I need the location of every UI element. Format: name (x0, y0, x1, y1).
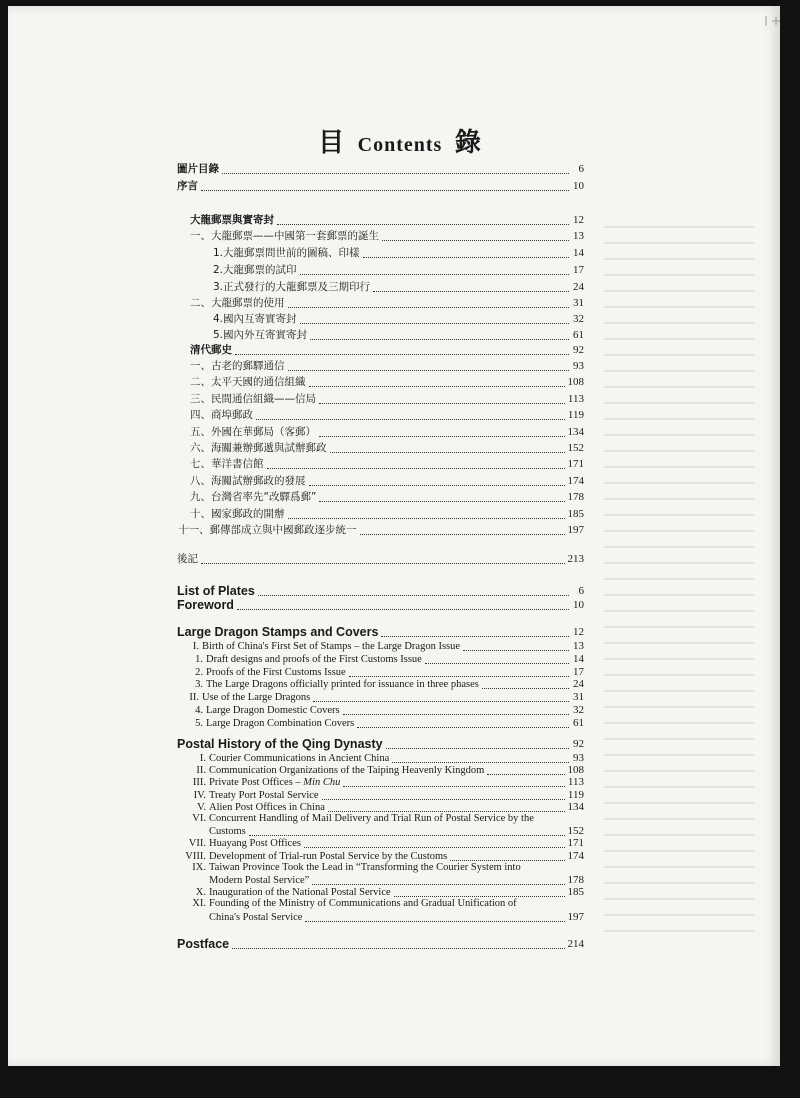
leader-dots (357, 718, 569, 728)
toc-page-number: 6 (578, 163, 584, 175)
toc-entry-first-line (172, 898, 517, 910)
toc-entry-text: Communication Organizations of the Taiping Heavenly Kingdom (209, 765, 485, 777)
leader-dots (310, 330, 569, 340)
toc-entry-label (172, 837, 301, 850)
toc-en-part-heading (177, 738, 584, 751)
leader-dots (450, 851, 564, 861)
leader-dots (267, 459, 565, 469)
toc-entry-text: Courier Communications in Ancient China (209, 753, 390, 764)
toc-zh-part-heading (190, 214, 584, 227)
toc-page-number: 113 (567, 776, 584, 789)
toc-page-number: 61 (573, 329, 584, 341)
toc-entry-label (177, 553, 198, 566)
toc-entry-label (209, 825, 246, 838)
toc-entry-label (190, 475, 306, 488)
toc-page-number: 24 (573, 678, 584, 691)
toc-page-number: 24 (573, 281, 584, 293)
toc-entry-italic: Min Chu (303, 777, 341, 789)
toc-entry-text: 大龍郵票與實寄封 (190, 214, 274, 226)
toc-page-number: 31 (573, 691, 584, 704)
leader-dots (463, 641, 569, 651)
leader-dots (373, 282, 569, 292)
toc-zh-entry (213, 264, 584, 277)
toc-entry-number: VI. (192, 813, 206, 824)
leader-dots (288, 361, 570, 371)
toc-en-entry (172, 886, 584, 899)
leader-dots (300, 265, 569, 275)
toc-entry-text: Foreword (177, 598, 234, 612)
toc-en-entry (172, 789, 584, 802)
toc-zh-entry (190, 297, 584, 310)
toc-zh-entry (213, 313, 584, 326)
toc-entry-text: Development of Trial-run Postal Service by the Customs (209, 850, 448, 862)
leader-dots (222, 164, 569, 174)
toc-entry-label (172, 764, 484, 777)
toc-entry-text: 3.正式發行的大龍郵票及三期印行 (213, 281, 371, 293)
title-zh-right: 錄 (454, 128, 482, 158)
toc-en-entry (172, 752, 584, 765)
toc-entry-text: Alien Post Offices in China (209, 801, 325, 813)
leader-dots (305, 912, 564, 922)
toc-entry-label (213, 329, 307, 342)
leader-dots (309, 377, 565, 387)
toc-entry-label (177, 626, 378, 639)
toc-entry-number: IX. (192, 861, 206, 873)
toc-entry-number: II. (196, 765, 206, 777)
toc-entry-label (178, 524, 357, 537)
toc-page-number: 197 (567, 910, 584, 923)
toc-entry-label (190, 442, 327, 455)
leader-dots (363, 248, 569, 258)
leader-dots (201, 554, 565, 564)
toc-en-front-entry (177, 599, 584, 612)
toc-page-number: 214 (567, 938, 584, 950)
toc-entry-label (177, 163, 219, 176)
toc-entry-first-line (172, 813, 534, 825)
toc-entry-text: 2.大龍郵票的試印 (213, 264, 297, 276)
toc-entry-label (190, 426, 316, 439)
leader-dots (482, 679, 569, 689)
toc-entry-number: I. (199, 753, 206, 764)
toc-zh-entry (178, 524, 584, 537)
title-en: Contents (357, 134, 443, 156)
toc-zh-entry (213, 329, 584, 342)
toc-page-number: 108 (567, 764, 584, 777)
toc-entry-label (213, 247, 360, 260)
toc-page-number: 197 (567, 524, 584, 536)
toc-entry-number: VIII. (185, 850, 206, 862)
toc-zh-entry (190, 409, 584, 422)
toc-entry-text: Draft designs and proofs of the First Customs Issue (206, 653, 422, 665)
toc-page-number: 185 (567, 886, 584, 899)
toc-entry-number: III. (192, 777, 206, 789)
toc-page-number: 93 (573, 752, 584, 764)
toc-zh-entry (190, 491, 584, 504)
toc-entry-label (177, 585, 255, 598)
toc-entry-text: 二、大龍郵票的使用 (190, 297, 285, 309)
show-through-shadow (604, 226, 754, 946)
toc-entry-number: 4. (195, 705, 203, 716)
leader-dots (360, 525, 565, 535)
toc-page-number: 178 (567, 491, 584, 504)
toc-zh-entry (190, 426, 584, 439)
toc-entry-text: Postface (177, 937, 230, 951)
toc-entry-label (193, 653, 422, 666)
toc-page-number: 17 (573, 665, 584, 678)
leader-dots (201, 181, 569, 191)
toc-entry-text: Founding of the Ministry of Communications and Gradual Unification of (209, 898, 517, 910)
toc-entry-label (190, 230, 379, 243)
toc-entry-label (190, 409, 253, 422)
toc-entry-label (190, 214, 274, 227)
toc-entry-text: China's Postal Service (209, 911, 303, 923)
toc-entry-label (172, 886, 391, 899)
toc-en-front-entry (177, 585, 584, 598)
toc-page-number: 213 (567, 553, 584, 565)
toc-entry-number: I. (192, 641, 199, 652)
toc-entry-label (172, 752, 389, 765)
toc-zh-entry (190, 442, 584, 455)
toc-page-number: 185 (567, 507, 584, 520)
toc-entry-label (193, 666, 346, 679)
toc-page-number: 14 (573, 652, 584, 665)
toc-entry-text: 二、太平天國的通信組織 (190, 376, 306, 389)
leader-dots (425, 654, 569, 664)
toc-entry-number: IV. (193, 789, 206, 801)
toc-en-entry (193, 717, 584, 730)
toc-page-number: 14 (573, 247, 584, 259)
toc-page-number: 32 (573, 313, 584, 325)
toc-zh-front-entry (177, 180, 584, 193)
toc-entry-text: Large Dragon Domestic Covers (206, 705, 340, 716)
toc-entry-label (209, 911, 302, 924)
toc-en-part-heading (177, 626, 584, 639)
toc-en-entry (172, 801, 584, 814)
leader-dots (312, 875, 564, 885)
leader-dots (309, 476, 565, 486)
toc-entry-text: Birth of China's First Set of Stamps – the Large Dragon Issue (202, 641, 461, 652)
toc-entry-number: II. (189, 692, 199, 704)
toc-entry-label (172, 789, 319, 802)
toc-page-number: 108 (567, 376, 584, 389)
leader-dots (381, 627, 569, 637)
toc-entry-text: Inauguration of the National Postal Service (209, 887, 391, 899)
toc-en-entry (209, 874, 584, 887)
toc-zh-postface (177, 553, 584, 566)
leader-dots (392, 753, 569, 763)
leader-dots (277, 215, 569, 225)
toc-entry-number: XI. (192, 898, 206, 910)
toc-entry-text: 九、台灣省率先“改驛爲郵” (190, 491, 317, 504)
toc-zh-front-entry (177, 163, 584, 176)
toc-page-number: 93 (573, 360, 584, 372)
toc-entry-text: 一、古老的郵驛通信 (190, 360, 285, 372)
toc-entry-text: 序言 (177, 180, 198, 192)
leader-dots (330, 443, 565, 453)
toc-page-number: 119 (567, 409, 584, 422)
toc-zh-entry (213, 281, 584, 294)
toc-page-number: 152 (567, 825, 584, 838)
leader-dots (319, 394, 565, 404)
toc-entry-text: 十一、郵傳部成立與中國郵政逐步統一 (178, 524, 357, 536)
toc-entry-number: 2. (195, 666, 203, 678)
toc-entry-label (177, 599, 234, 612)
toc-zh-entry (190, 475, 584, 488)
toc-entry-label (181, 691, 310, 704)
toc-zh-entry (190, 360, 584, 373)
toc-zh-entry (190, 376, 584, 389)
toc-page-number: 174 (567, 474, 584, 487)
leader-dots (237, 600, 569, 610)
leader-dots (288, 298, 570, 308)
toc-zh-entry (190, 508, 584, 521)
toc-entry-text: 圖片目錄 (177, 163, 219, 175)
toc-entry-text: 十、國家郵政的開辦 (190, 507, 285, 520)
toc-entry-text: Large Dragon Combination Covers (206, 717, 355, 729)
leader-dots (382, 231, 569, 241)
toc-page-number: 12 (573, 626, 584, 638)
toc-entry-label (193, 678, 479, 691)
toc-entry-text: Treaty Port Postal Service (209, 789, 319, 801)
toc-entry-text: 三、民間通信組織——信局 (190, 392, 316, 405)
leader-dots (313, 692, 569, 702)
leader-dots (249, 826, 565, 836)
toc-zh-part-heading (190, 344, 584, 357)
toc-entry-text: Concurrent Handling of Mail Delivery and Trial Run of Postal Service by the (209, 813, 534, 824)
crop-mark-icon (764, 14, 782, 28)
toc-entry-number: 1. (195, 653, 203, 665)
toc-page-number: 17 (573, 264, 584, 276)
toc-page-number: 31 (573, 297, 584, 309)
toc-page-number: 171 (567, 837, 584, 850)
toc-entry-number: VII. (188, 838, 206, 850)
toc-page-number: 171 (567, 458, 584, 471)
leader-dots (349, 667, 569, 677)
toc-entry-text: 5.國內外互寄實寄封 (213, 329, 308, 341)
toc-entry-label (190, 344, 232, 357)
toc-zh-entry (190, 393, 584, 406)
toc-entry-label (213, 264, 297, 277)
toc-zh-entry (213, 247, 584, 260)
toc-page-number: 113 (567, 392, 584, 405)
toc-entry-text: 四、商埠郵政 (190, 409, 253, 422)
toc-entry-text: Large Dragon Stamps and Covers (177, 625, 379, 639)
toc-zh-entry (190, 230, 584, 243)
toc-en-entry (181, 691, 584, 704)
toc-entry-text: The Large Dragons officially printed for issuance in three phases (206, 679, 479, 691)
toc-entry-label (209, 874, 309, 887)
toc-entry-label (193, 704, 340, 717)
toc-en-entry (181, 640, 584, 653)
toc-page-number: 178 (567, 874, 584, 886)
toc-page-number: 61 (573, 716, 584, 729)
toc-entry-text: 後記 (177, 553, 198, 565)
toc-entry-number: X. (195, 887, 206, 899)
title-zh-left: 目 (318, 128, 346, 158)
toc-page-number: 10 (573, 180, 584, 192)
leader-dots (343, 777, 565, 787)
toc-entry-label (190, 360, 285, 373)
toc-entry-text: 七、華洋書信館 (190, 458, 264, 471)
toc-page-number: 174 (567, 849, 584, 862)
toc-entry-text: Taiwan Province Took the Lead in “Transforming the Courier System into (209, 861, 521, 873)
toc-en-entry (209, 911, 584, 924)
toc-entry-text: Customs (209, 826, 246, 838)
toc-entry-text: Proofs of the First Customs Issue (206, 666, 346, 678)
toc-entry-label (213, 313, 297, 326)
toc-page-number: 13 (573, 640, 584, 652)
toc-page-number: 12 (573, 214, 584, 226)
toc-entry-label (190, 491, 316, 504)
toc-en-entry (172, 850, 584, 863)
leader-dots (256, 410, 565, 420)
toc-entry-label (190, 508, 285, 521)
toc-page-number: 10 (573, 599, 584, 611)
toc-entry-text: Postal History of the Qing Dynasty (177, 737, 383, 751)
toc-en-postface (177, 938, 584, 951)
leader-dots (322, 790, 565, 800)
leader-dots (343, 705, 569, 715)
toc-entry-text: 4.國內互寄實寄封 (213, 313, 297, 325)
leader-dots (319, 427, 565, 437)
toc-page-number: 134 (567, 800, 584, 813)
toc-entry-label (177, 938, 229, 951)
toc-entry-text: 六、海關兼辦郵遞與試辦郵政 (190, 442, 327, 454)
toc-entry-text: Modern Postal Service” (209, 875, 310, 886)
toc-entry-text: 1.大龍郵票問世前的圖稿、印樣 (213, 247, 360, 259)
toc-entry-number: 5. (195, 717, 203, 729)
toc-page-number: 119 (567, 788, 584, 801)
toc-entry-first-line (172, 862, 521, 874)
toc-entry-text: 八、海關試辦郵政的發展 (190, 474, 306, 487)
toc-entry-label (177, 180, 198, 193)
toc-entry-label (172, 850, 447, 863)
leader-dots (288, 509, 565, 519)
toc-page-number: 13 (573, 230, 584, 242)
leader-dots (304, 838, 565, 848)
toc-page-number: 6 (578, 585, 584, 597)
leader-dots (319, 492, 564, 502)
toc-entry-text: 五、外國在華郵局（客郵） (190, 425, 316, 438)
toc-entry-label (190, 376, 306, 389)
toc-entry-number: 3. (195, 679, 203, 691)
leader-dots (232, 939, 564, 949)
toc-page-number: 152 (567, 442, 584, 454)
toc-en-entry (193, 678, 584, 691)
leader-dots (394, 887, 565, 897)
toc-entry-text: Huayang Post Offices (209, 838, 301, 850)
leader-dots (487, 765, 564, 775)
leader-dots (386, 739, 569, 749)
toc-entry-label (172, 801, 325, 814)
leader-dots (328, 802, 565, 812)
page-title (0, 122, 800, 159)
toc-en-entry (172, 764, 584, 777)
toc-entry-label (172, 776, 340, 789)
toc-entry-text: Private Post Offices – (209, 777, 304, 789)
toc-en-entry (193, 653, 584, 666)
toc-entry-label (190, 393, 316, 406)
toc-page-number: 92 (573, 344, 584, 356)
toc-en-entry (172, 837, 584, 850)
toc-entry-number: V. (197, 801, 206, 813)
toc-entry-label (190, 458, 264, 471)
toc-entry-text: 清代郵史 (190, 344, 232, 356)
toc-entry-label (181, 640, 460, 653)
toc-page-number: 92 (573, 738, 584, 750)
toc-entry-label (190, 297, 285, 310)
leader-dots (258, 586, 569, 596)
toc-entry-label (193, 717, 354, 730)
toc-entry-text: List of Plates (177, 584, 255, 598)
toc-entry-label (213, 281, 370, 294)
toc-page-number: 32 (573, 704, 584, 716)
toc-en-entry (193, 704, 584, 717)
toc-entry-text: 一、大龍郵票——中國第一套郵票的誕生 (190, 230, 379, 242)
toc-en-entry (209, 825, 584, 838)
leader-dots (235, 345, 569, 355)
toc-page-number: 134 (567, 425, 584, 438)
toc-entry-label (177, 738, 383, 751)
toc-en-entry (193, 666, 584, 679)
toc-en-entry (172, 776, 584, 789)
toc-entry-text: Use of the Large Dragons (202, 692, 311, 704)
toc-zh-entry (190, 458, 584, 471)
leader-dots (300, 314, 569, 324)
